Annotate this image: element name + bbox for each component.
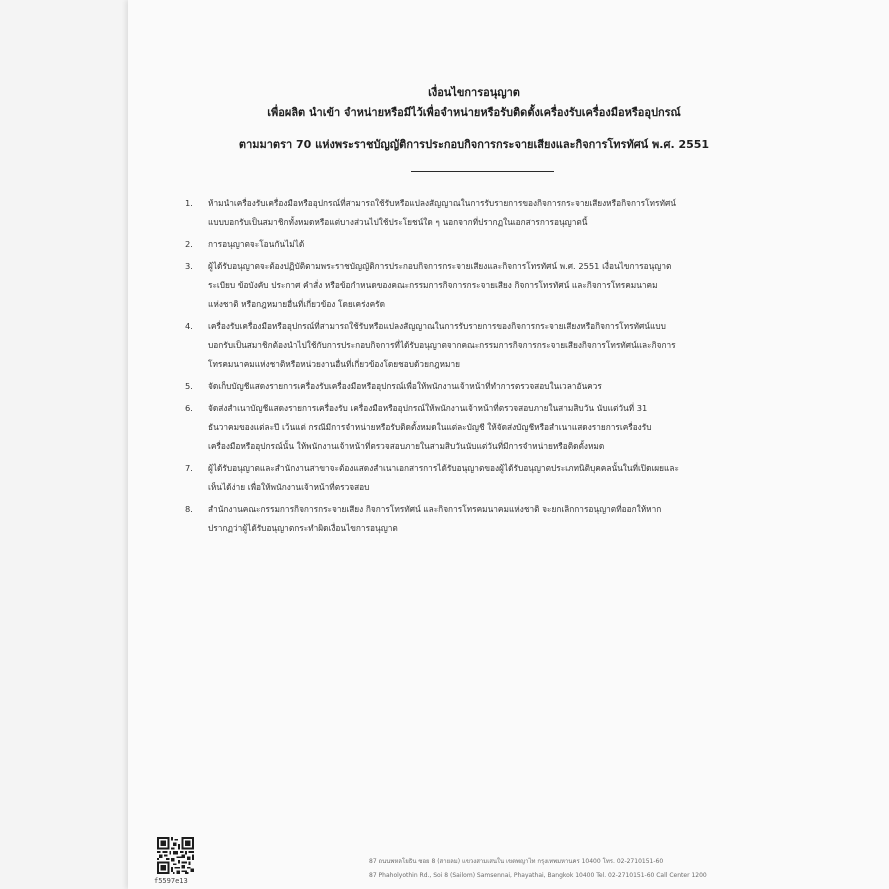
footer-address-thai: 87 ถนนพหลโยธิน ซอย 8 (สายลม) แขวงสามเสนใน เขตพญาไท กรุงเทพมหานคร 10400 โทร. 02-2710151-60 (369, 858, 664, 865)
document-title: เงื่อนไขการอนุญาต (428, 86, 520, 99)
clause-line: สำนักงานคณะกรรมการกิจการกระจายเสียง กิจการโทรทัศน์ และกิจการโทรคมนาคมแห่งชาติ จะยกเลิกการอนุญาตที่ออกให้หาก (208, 504, 662, 514)
list-item (185, 194, 803, 232)
clause-number: 5. (185, 381, 193, 391)
clause-line: ธันวาคมของแต่ละปี เว้นแต่ กรณีมีการจำหน่ายหรือรับติดตั้งหมดในแต่ละบัญชี ให้จัดส่งบัญชีหรือสำเนาแสดงรายการเครื่องรับ (208, 422, 652, 432)
clause-line: ห้ามนำเครื่องรับเครื่องมือหรืออุปกรณ์ที่สามารถใช้รับหรือแปลงสัญญาณในการรับรายการของกิจการกระจายเสียงหรือกิจการโทรทัศน์ (208, 198, 676, 208)
clause-number: 2. (185, 239, 193, 249)
list-item (185, 235, 803, 254)
clause-line: จัดเก็บบัญชีแสดงรายการเครื่องรับเครื่องมือหรืออุปกรณ์เพื่อให้พนักงานเจ้าหน้าที่ทำการตรวจสอบในเวลาอันควร (208, 381, 602, 391)
list-item (185, 459, 803, 497)
clause-number: 4. (185, 321, 193, 331)
list-item (185, 399, 803, 456)
clause-line: ผู้ได้รับอนุญาตและสำนักงานสาขาจะต้องแสดงสำเนาเอกสารการได้รับอนุญาตของผู้ได้รับอนุญาตประเภทนิติบุคคลนั้นในที่เปิดเผยและ (208, 463, 679, 473)
document-legal-reference: ตามมาตรา 70 แห่งพระราชบัญญัติการประกอบกิจการกระจายเสียงและกิจการโทรทัศน์ พ.ศ. 2551 (238, 138, 710, 151)
list-item (185, 317, 803, 374)
clause-line: แห่งชาติ หรือกฎหมายอื่นที่เกี่ยวข้อง โดยเคร่งครัด (208, 299, 385, 309)
clause-line: การอนุญาตจะโอนกันไม่ได้ (208, 239, 305, 249)
clause-number: 6. (185, 403, 193, 413)
clause-number: 8. (185, 504, 193, 514)
list-item (185, 257, 803, 314)
clause-line: ปรากฏว่าผู้ได้รับอนุญาตกระทำผิดเงื่อนไขการอนุญาต (208, 523, 398, 533)
clause-line: โทรคมนาคมแห่งชาติหรือหน่วยงานอื่นที่เกี่ยวข้องโดยชอบด้วยกฎหมาย (208, 359, 461, 369)
qr-code-icon (157, 837, 194, 874)
clause-line: ระเบียบ ข้อบังคับ ประกาศ คำสั่ง หรือข้อกำหนดของคณะกรรมการกิจการกระจายเสียง กิจการโทรทัศน์ และกิจการโทรคมนาคม (208, 280, 658, 290)
conditions-list (185, 194, 803, 538)
document-sheet (128, 0, 889, 889)
clause-line: จัดส่งสำเนาบัญชีแสดงรายการเครื่องรับ เครื่องมือหรืออุปกรณ์ให้พนักงานเจ้าหน้าที่ตรวจสอบภายในสามสิบวัน นับแต่วันที่ 31 (208, 403, 648, 413)
list-item (185, 377, 803, 396)
clause-line: เครื่องมือหรืออุปกรณ์นั้น ให้พนักงานเจ้าหน้าที่ตรวจสอบภายในสามสิบวันนับแต่วันที่มีการจำหน่ายหรือติดตั้งหมด (208, 441, 605, 451)
clause-number: 7. (185, 463, 193, 473)
clause-line: บอกรับเป็นสมาชิกต้องนำไปใช้กับการประกอบกิจการที่ได้รับอนุญาตจากคณะกรรมการกิจการกระจายเสียงกิจการโทรทัศน์และกิจการ (208, 340, 676, 350)
clause-line: เครื่องรับเครื่องมือหรืออุปกรณ์ที่สามารถใช้รับหรือแปลงสัญญาณในการรับรายการของกิจการกระจายเสียงหรือกิจการโทรทัศน์แบบ (208, 321, 666, 331)
list-item (185, 500, 803, 538)
clause-number: 1. (185, 198, 193, 208)
clause-line: เห็นได้ง่าย เพื่อให้พนักงานเจ้าหน้าที่ตรวจสอบ (208, 482, 370, 492)
footer-address-english: 87 Phaholyothin Rd., Soi 8 (Sailom) Samsennai, Phayathai, Bangkok 10400 Tel. 02-2710151-60 Call Center 1200 (369, 872, 707, 879)
document-subtitle: เพื่อผลิต นำเข้า จำหน่ายหรือมีไว้เพื่อจำหน่ายหรือรับติดตั้งเครื่องรับเครื่องมือหรืออุปกรณ์ (267, 106, 681, 119)
title-divider (411, 171, 554, 172)
clause-line: ผู้ได้รับอนุญาตจะต้องปฏิบัติตามพระราชบัญญัติการประกอบกิจการกระจายเสียงและกิจการโทรทัศน์ พ.ศ. 2551 เงื่อนไขการอนุญาต (208, 261, 672, 271)
qr-code-label: f5597e13 (154, 877, 188, 885)
clause-line: แบบบอกรับเป็นสมาชิกทั้งหมดหรือแต่บางส่วนไปใช้ประโยชน์ใด ๆ นอกจากที่ปรากฏในเอกสารการอนุญาตนี้ (208, 217, 588, 227)
clause-number: 3. (185, 261, 193, 271)
